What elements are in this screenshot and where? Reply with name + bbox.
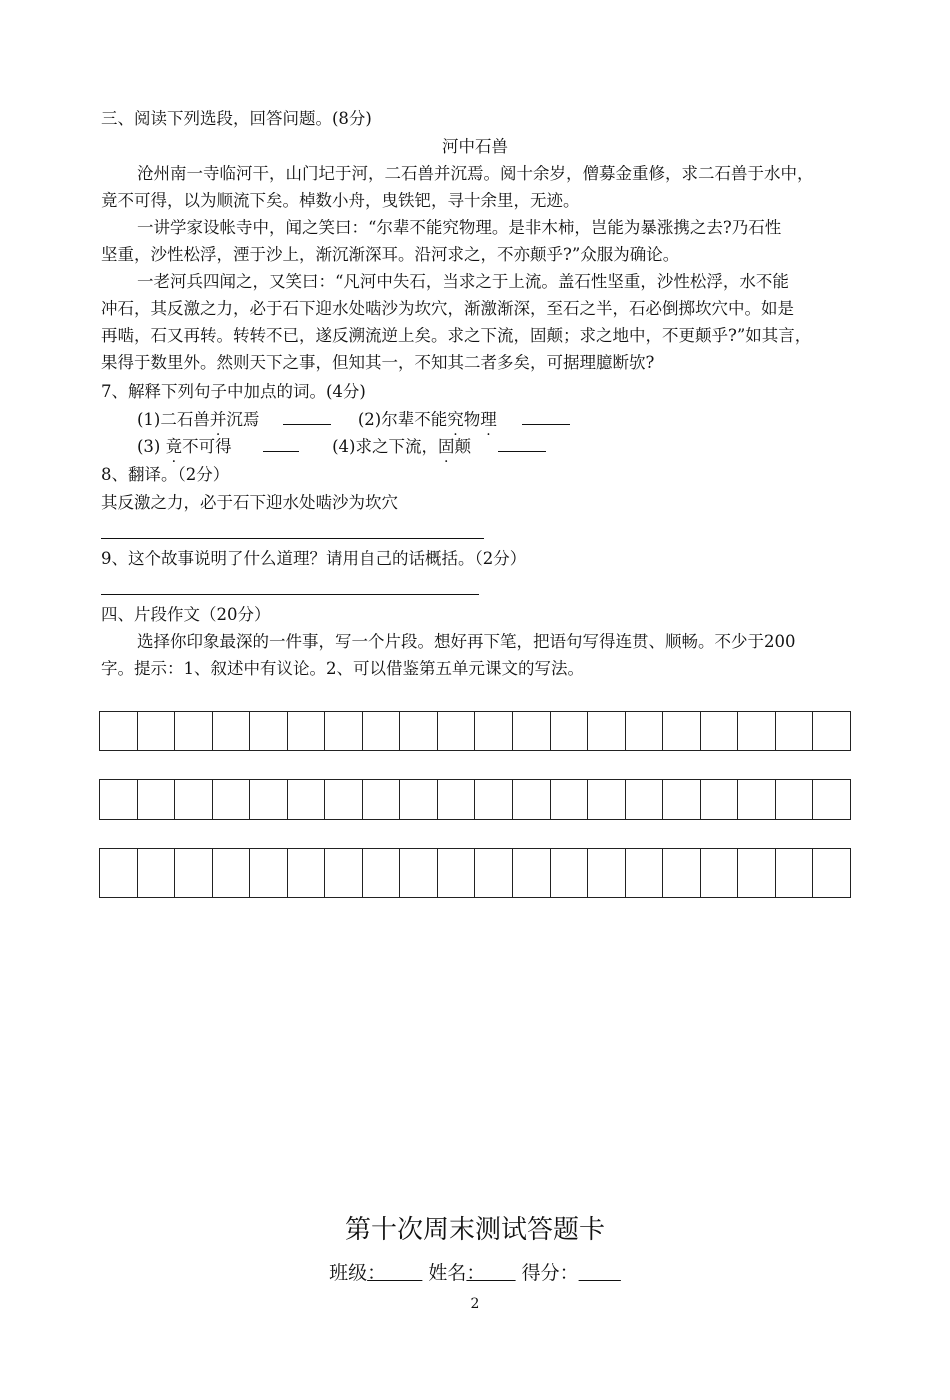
- q8-heading: 8、翻译。（2分）: [101, 465, 230, 484]
- q7-item2-blank[interactable]: [522, 410, 570, 425]
- q7-row-2: [137, 436, 546, 458]
- q7-item3-blank[interactable]: [263, 437, 299, 452]
- class-label: 班级: [329, 1262, 368, 1284]
- writing-grid-row[interactable]: [99, 779, 851, 820]
- class-field[interactable]: ：: [367, 1262, 423, 1284]
- section4-instruction-2: 字。提示：1、叙述中有议论。2、可以借鉴第五单元课文的写法。: [101, 659, 584, 678]
- passage-line-2: 竟不可得，以为顺流下矣。棹数小舟，曳铁钯，寻十余里，无迹。: [101, 191, 580, 210]
- passage-line-4: 坚重，沙性松浮，湮于沙上，渐沉渐深耳。沿河求之，不亦颠乎?”众服为确论。: [101, 245, 680, 264]
- q7-row-1: [137, 409, 570, 431]
- q7-item2-text: (2)尔辈不能究物理: [357, 410, 497, 429]
- q7-heading: 7、解释下列句子中加点的词。(4分): [101, 382, 366, 401]
- passage-line-8: 果得于数里外。然则天下之事，但知其一，不知其二者多矣，可据理臆断欤?: [101, 353, 655, 372]
- q8-sentence: 其反激之力，必于石下迎水处啮沙为坎穴: [101, 493, 398, 512]
- passage-line-1: 沧州南一寺临河干，山门圮于河，二石兽并沉焉。阅十余岁，僧募金重修，求二石兽于水中，: [137, 164, 814, 183]
- name-field[interactable]: ：: [466, 1262, 516, 1284]
- q9-answer-line[interactable]: [101, 594, 479, 595]
- section4-instruction-1: 选择你印象最深的一件事，写一个片段。想好再下笔，把语句写得连贯、顺畅。不少于200: [137, 632, 796, 651]
- name-label: 姓名: [428, 1262, 467, 1284]
- q8-answer-line[interactable]: [101, 538, 484, 539]
- writing-grid-row[interactable]: [99, 711, 851, 751]
- student-info-line: [0, 1258, 950, 1285]
- section4-heading: 四、片段作文（20分）: [101, 605, 271, 624]
- writing-grid-row[interactable]: [99, 848, 851, 898]
- section3-heading: 三、阅读下列选段，回答问题。(8分): [101, 109, 372, 128]
- q7-item3-text: (3) 竟不可得: [137, 437, 232, 456]
- page-number: 2: [470, 1296, 480, 1312]
- score-field[interactable]: [579, 1262, 621, 1284]
- answer-card-title: 第十次周末测试答题卡: [344, 1215, 605, 1245]
- passage-line-5: 一老河兵四闻之，又笑曰：“凡河中失石，当求之于上流。盖石性坚重，沙性松浮，水不能: [137, 272, 789, 291]
- passage-title: 河中石兽: [442, 137, 508, 156]
- q7-item4-text: (4)求之下流，固颠: [332, 437, 471, 456]
- q7-item1-blank[interactable]: [283, 410, 331, 425]
- score-label: 得分：: [521, 1262, 579, 1284]
- q7-item1-text: (1)二石兽并沉焉: [137, 410, 260, 429]
- passage-line-7: 再啮，石又再转。转转不已，遂反溯流逆上矣。求之下流，固颠；求之地中，不更颠乎?”如其言，: [101, 326, 812, 345]
- q7-item4-blank[interactable]: [498, 437, 546, 452]
- passage-line-6: 冲石，其反激之力，必于石下迎水处啮沙为坎穴，渐激渐深，至石之半，石必倒掷坎穴中。如是: [101, 299, 794, 318]
- q9-heading: 9、这个故事说明了什么道理？请用自己的话概括。（2分）: [101, 549, 527, 568]
- passage-line-3: 一讲学家设帐寺中，闻之笑曰：“尔辈不能究物理。是非木柿，岂能为暴涨携之去?乃石性: [137, 218, 782, 237]
